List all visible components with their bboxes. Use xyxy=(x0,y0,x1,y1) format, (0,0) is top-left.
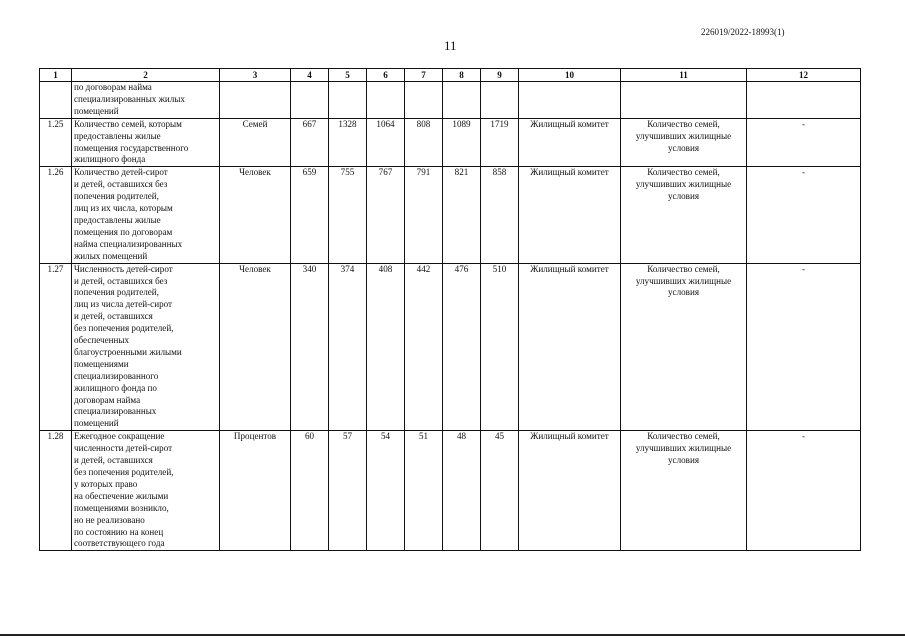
value-cell xyxy=(291,82,329,119)
column-header: 11 xyxy=(621,69,747,82)
value-cell: 791 xyxy=(405,167,443,263)
value-cell: 767 xyxy=(367,167,405,263)
column-number-row xyxy=(40,69,861,82)
value-cell: 45 xyxy=(481,431,519,551)
value-cell: 60 xyxy=(291,431,329,551)
value-cell: 858 xyxy=(481,167,519,263)
unit-cell: Процентов xyxy=(220,431,291,551)
row-number xyxy=(40,82,72,119)
value-cell: 374 xyxy=(329,263,367,431)
value-cell xyxy=(329,82,367,119)
note-cell: - xyxy=(747,431,861,551)
indicator-name: Численность детей-сирот и детей, оставшихся без попечения родителей, лиц из числа детей-сирот и детей, оставшихся без попечения родителей, обеспеченных благоустроенными жилыми помещениями специализированного жилищного фонда по договорам найма специализированных помещений xyxy=(72,263,220,431)
column-header: 4 xyxy=(291,69,329,82)
value-cell xyxy=(405,82,443,119)
value-cell: 808 xyxy=(405,118,443,167)
note-cell: - xyxy=(747,167,861,263)
table-row xyxy=(40,263,861,431)
indicator-name: Количество детей-сирот и детей, оставшихся без попечения родителей, лиц из их числа, которым предоставлены жилые помещения по договорам найма специализированных жилых помещений xyxy=(72,167,220,263)
value-cell xyxy=(481,82,519,119)
column-header: 8 xyxy=(443,69,481,82)
note-cell: - xyxy=(747,263,861,431)
indicator-name: Количество семей, которым предоставлены жилые помещения государственного жилищного фонда xyxy=(72,118,220,167)
executor-cell xyxy=(519,82,621,119)
value-cell: 510 xyxy=(481,263,519,431)
column-header: 2 xyxy=(72,69,220,82)
row-number: 1.27 xyxy=(40,263,72,431)
table-row xyxy=(40,118,861,167)
unit-cell: Семей xyxy=(220,118,291,167)
value-cell: 476 xyxy=(443,263,481,431)
value-cell: 1089 xyxy=(443,118,481,167)
executor-cell: Жилищный комитет xyxy=(519,167,621,263)
page-number: 11 xyxy=(444,38,457,53)
table-row xyxy=(40,431,861,551)
criterion-cell: Количество семей, улучшивших жилищные условия xyxy=(621,431,747,551)
value-cell: 1328 xyxy=(329,118,367,167)
column-header: 12 xyxy=(747,69,861,82)
column-header: 6 xyxy=(367,69,405,82)
criterion-cell: Количество семей, улучшивших жилищные условия xyxy=(621,167,747,263)
value-cell: 659 xyxy=(291,167,329,263)
column-header: 7 xyxy=(405,69,443,82)
indicator-name: Ежегодное сокращение численности детей-сирот и детей, оставшихся без попечения родителей, у которых право на обеспечение жилыми помещениями возникло, но не реализовано по состоянию на конец соответствующего года xyxy=(72,431,220,551)
column-header: 10 xyxy=(519,69,621,82)
value-cell: 821 xyxy=(443,167,481,263)
value-cell xyxy=(367,82,405,119)
table-row xyxy=(40,82,861,119)
row-number: 1.25 xyxy=(40,118,72,167)
column-header: 5 xyxy=(329,69,367,82)
value-cell: 51 xyxy=(405,431,443,551)
indicator-name: по договорам найма специализированных жилых помещений xyxy=(72,82,220,119)
indicators-table xyxy=(39,68,861,551)
row-number: 1.26 xyxy=(40,167,72,263)
unit-cell xyxy=(220,82,291,119)
value-cell: 442 xyxy=(405,263,443,431)
criterion-cell: Количество семей, улучшивших жилищные условия xyxy=(621,118,747,167)
unit-cell: Человек xyxy=(220,167,291,263)
unit-cell: Человек xyxy=(220,263,291,431)
column-header: 1 xyxy=(40,69,72,82)
scan-edge-line xyxy=(0,634,905,636)
executor-cell: Жилищный комитет xyxy=(519,431,621,551)
value-cell: 1064 xyxy=(367,118,405,167)
executor-cell: Жилищный комитет xyxy=(519,118,621,167)
executor-cell: Жилищный комитет xyxy=(519,263,621,431)
criterion-cell: Количество семей, улучшивших жилищные условия xyxy=(621,263,747,431)
value-cell: 340 xyxy=(291,263,329,431)
value-cell: 408 xyxy=(367,263,405,431)
value-cell: 57 xyxy=(329,431,367,551)
column-header: 9 xyxy=(481,69,519,82)
value-cell: 667 xyxy=(291,118,329,167)
note-cell xyxy=(747,82,861,119)
value-cell: 1719 xyxy=(481,118,519,167)
document-id: 226019/2022-18993(1) xyxy=(701,27,785,37)
note-cell: - xyxy=(747,118,861,167)
table-row xyxy=(40,167,861,263)
value-cell: 54 xyxy=(367,431,405,551)
row-number: 1.28 xyxy=(40,431,72,551)
value-cell xyxy=(443,82,481,119)
column-header: 3 xyxy=(220,69,291,82)
value-cell: 755 xyxy=(329,167,367,263)
value-cell: 48 xyxy=(443,431,481,551)
criterion-cell xyxy=(621,82,747,119)
